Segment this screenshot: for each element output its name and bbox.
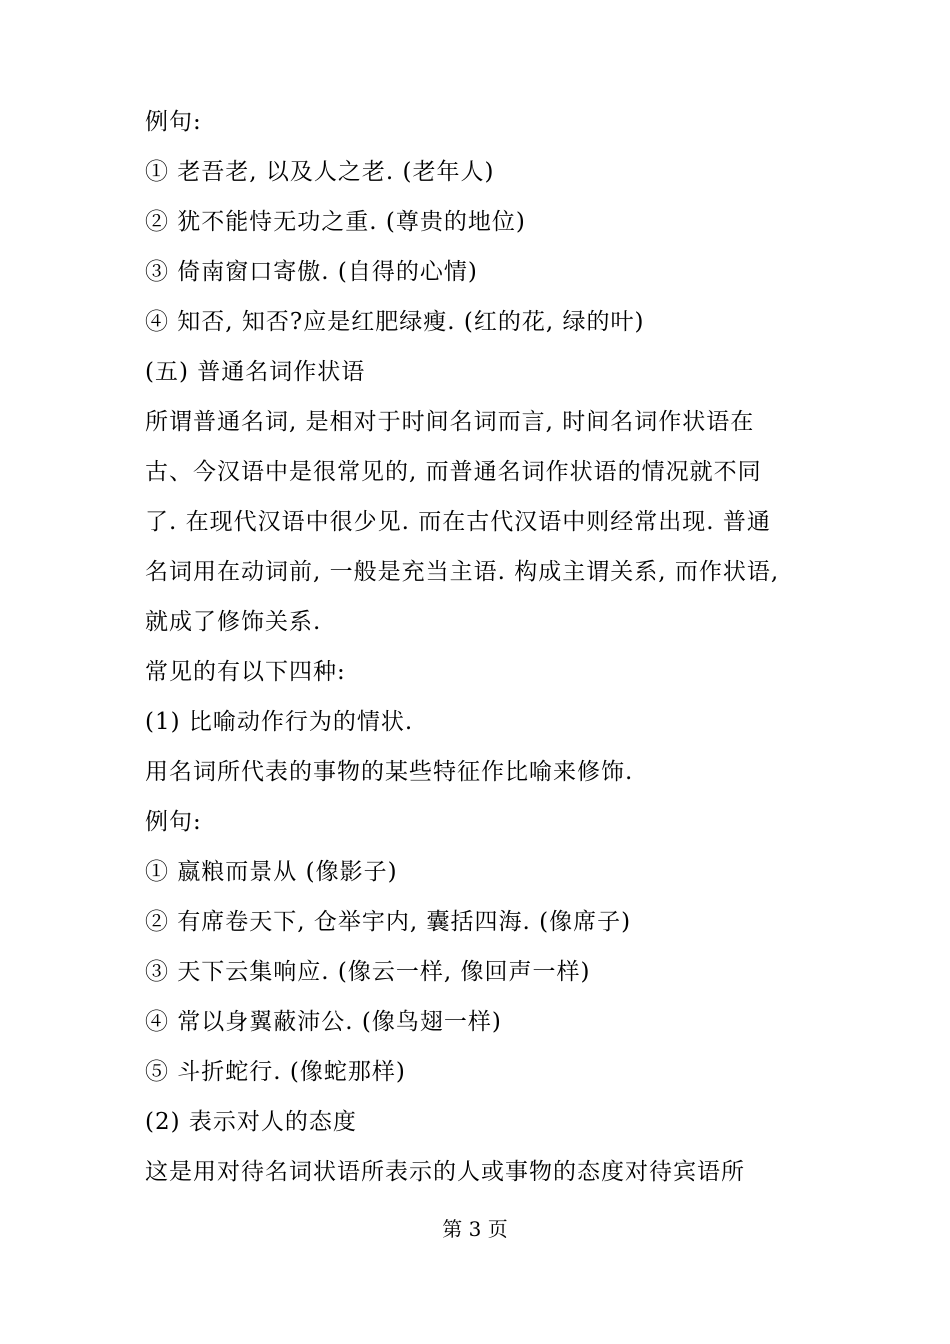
text-line: 就成了修饰关系. [145,609,322,635]
subsection-heading: (1) 比喻动作行为的情状. [145,709,414,735]
text-line: ② 犹不能恃无功之重. (尊贵的地位) [145,209,526,235]
text-line: ① 嬴粮而景从 (像影子) [145,859,398,885]
section-heading: (五) 普通名词作状语 [145,359,366,385]
text-line: ② 有席卷天下, 仓举宇内, 囊括四海. (像席子) [145,909,632,935]
page-content [145,97,825,1197]
text-line: ⑤ 斗折蛇行. (像蛇那样) [145,1059,406,1085]
text-line: ④ 知否, 知否?应是红肥绿瘦. (红的花, 绿的叶) [145,309,645,335]
text-line: 这是用对待名词状语所表示的人或事物的态度对待宾语所 [145,1159,745,1185]
text-line: 常见的有以下四种: [145,659,346,685]
text-line: ④ 常以身翼蔽沛公. (像鸟翅一样) [145,1009,502,1035]
text-line: 用名词所代表的事物的某些特征作比喻来修饰. [145,759,634,785]
text-line: 所谓普通名词, 是相对于时间名词而言, 时间名词作状语在 [145,409,755,435]
text-line: 名词用在动词前, 一般是充当主语. 构成主谓关系, 而作状语, [145,559,780,585]
subsection-heading: (2) 表示对人的态度 [145,1109,357,1135]
text-line: 古、今汉语中是很常见的, 而普通名词作状语的情况就不同 [145,459,762,485]
text-line: ③ 天下云集响应. (像云一样, 像回声一样) [145,959,591,985]
text-line: ① 老吾老, 以及人之老. (老年人) [145,159,495,185]
text-line: 了. 在现代汉语中很少见. 而在古代汉语中则经常出现. 普通 [145,509,771,535]
text-line: 例句: [145,809,202,835]
text-line: 例句: [145,109,202,135]
page-number: 第 3 页 [442,1217,508,1241]
text-line: ③ 倚南窗口寄傲. (自得的心情) [145,259,478,285]
